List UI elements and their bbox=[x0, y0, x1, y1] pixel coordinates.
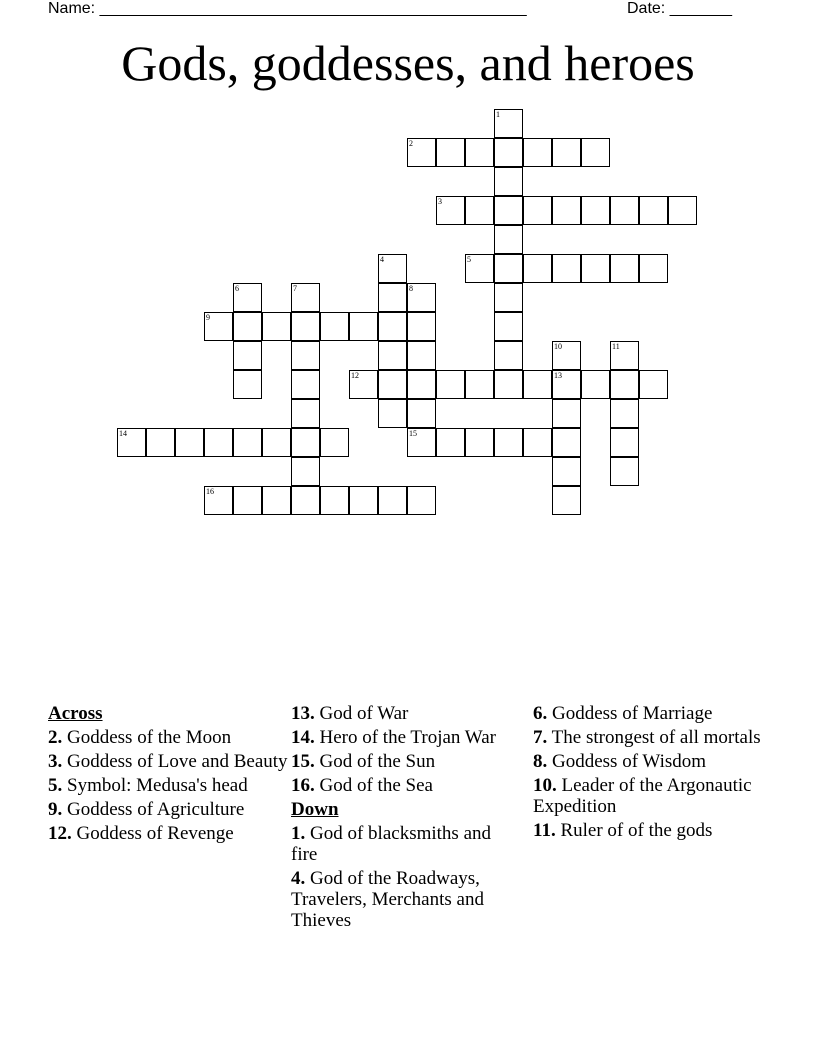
crossword-cell[interactable] bbox=[320, 428, 349, 457]
crossword-cell[interactable] bbox=[320, 486, 349, 515]
cell-number: 6 bbox=[235, 284, 239, 293]
clue-text: Goddess of Wisdom bbox=[552, 751, 707, 772]
crossword-cell[interactable] bbox=[552, 399, 581, 428]
crossword-cell[interactable] bbox=[233, 312, 262, 341]
crossword-cell[interactable] bbox=[407, 341, 436, 370]
clue-across-16 bbox=[291, 775, 516, 796]
cell-number: 12 bbox=[351, 371, 359, 380]
crossword-cell[interactable] bbox=[494, 370, 523, 399]
crossword-cell[interactable] bbox=[204, 312, 233, 341]
clue-text: Ruler of of the gods bbox=[560, 820, 713, 841]
across-heading: Across bbox=[48, 703, 103, 724]
clue-down-4 bbox=[291, 868, 516, 931]
crossword-cell[interactable] bbox=[349, 486, 378, 515]
clue-number: 5. bbox=[48, 775, 63, 796]
name-field-label: Name: ________________________________________________ bbox=[48, 0, 527, 17]
crossword-cell[interactable] bbox=[378, 283, 407, 312]
crossword-cell[interactable] bbox=[552, 457, 581, 486]
crossword-cell[interactable] bbox=[291, 370, 320, 399]
crossword-cell[interactable] bbox=[349, 370, 378, 399]
crossword-cell[interactable] bbox=[581, 196, 610, 225]
crossword-cell[interactable] bbox=[291, 312, 320, 341]
crossword-cell[interactable] bbox=[552, 196, 581, 225]
crossword-cell[interactable] bbox=[117, 428, 146, 457]
crossword-cell[interactable] bbox=[610, 428, 639, 457]
clue-down-10 bbox=[533, 775, 763, 817]
clue-text: Leader of the Argonautic Expedition bbox=[533, 775, 752, 817]
crossword-cell[interactable] bbox=[436, 370, 465, 399]
crossword-cell[interactable] bbox=[262, 312, 291, 341]
crossword-cell[interactable] bbox=[233, 428, 262, 457]
clue-number: 11. bbox=[533, 820, 556, 841]
crossword-cell[interactable] bbox=[494, 254, 523, 283]
clue-number: 8. bbox=[533, 751, 548, 772]
clue-across-9 bbox=[48, 799, 288, 820]
cell-number: 2 bbox=[409, 139, 413, 148]
crossword-cell[interactable] bbox=[552, 254, 581, 283]
clues-column-1 bbox=[48, 703, 288, 847]
cell-number: 1 bbox=[496, 110, 500, 119]
crossword-cell[interactable] bbox=[552, 138, 581, 167]
crossword-cell[interactable] bbox=[523, 254, 552, 283]
clue-number: 10. bbox=[533, 775, 557, 796]
clue-number: 4. bbox=[291, 868, 306, 889]
cell-number: 14 bbox=[119, 429, 127, 438]
cell-number: 10 bbox=[554, 342, 562, 351]
clue-text: Goddess of Love and Beauty bbox=[67, 751, 288, 772]
clue-text: God of the Roadways, Travelers, Merchants and Thieves bbox=[291, 868, 484, 931]
clue-text: Goddess of Agriculture bbox=[67, 799, 245, 820]
crossword-cell[interactable] bbox=[494, 283, 523, 312]
crossword-cell[interactable] bbox=[378, 254, 407, 283]
cell-number: 8 bbox=[409, 284, 413, 293]
crossword-cell[interactable] bbox=[407, 138, 436, 167]
date-field-label: Date: _______ bbox=[627, 0, 732, 17]
clue-number: 13. bbox=[291, 703, 315, 724]
crossword-cell[interactable] bbox=[581, 138, 610, 167]
crossword-cell[interactable] bbox=[610, 370, 639, 399]
crossword-cell[interactable] bbox=[523, 138, 552, 167]
crossword-cell[interactable] bbox=[494, 196, 523, 225]
clue-down-11 bbox=[533, 820, 763, 841]
crossword-cell[interactable] bbox=[494, 312, 523, 341]
crossword-cell[interactable] bbox=[349, 312, 378, 341]
clue-across-13 bbox=[291, 703, 516, 724]
crossword-cell[interactable] bbox=[436, 138, 465, 167]
crossword-cell[interactable] bbox=[233, 283, 262, 312]
clue-number: 14. bbox=[291, 727, 315, 748]
crossword-cell[interactable] bbox=[146, 428, 175, 457]
clue-across-5 bbox=[48, 775, 288, 796]
cell-number: 3 bbox=[438, 197, 442, 206]
clue-text: Goddess of Revenge bbox=[76, 823, 234, 844]
crossword-cell[interactable] bbox=[465, 138, 494, 167]
cell-number: 4 bbox=[380, 255, 384, 264]
crossword-cell[interactable] bbox=[610, 399, 639, 428]
crossword-cell[interactable] bbox=[668, 196, 697, 225]
cell-number: 5 bbox=[467, 255, 471, 264]
crossword-cell[interactable] bbox=[291, 486, 320, 515]
crossword-cell[interactable] bbox=[465, 428, 494, 457]
crossword-cell[interactable] bbox=[639, 254, 668, 283]
crossword-cell[interactable] bbox=[494, 138, 523, 167]
crossword-cell[interactable] bbox=[378, 312, 407, 341]
crossword-cell[interactable] bbox=[175, 428, 204, 457]
crossword-cell[interactable] bbox=[291, 428, 320, 457]
crossword-cell[interactable] bbox=[407, 399, 436, 428]
crossword-cell[interactable] bbox=[494, 428, 523, 457]
clue-number: 9. bbox=[48, 799, 63, 820]
crossword-cell[interactable] bbox=[465, 254, 494, 283]
crossword-cell[interactable] bbox=[552, 341, 581, 370]
down-heading: Down bbox=[291, 799, 339, 820]
crossword-cell[interactable] bbox=[610, 457, 639, 486]
crossword-cell[interactable] bbox=[581, 370, 610, 399]
crossword-cell[interactable] bbox=[465, 196, 494, 225]
crossword-cell[interactable] bbox=[494, 225, 523, 254]
crossword-cell[interactable] bbox=[204, 428, 233, 457]
crossword-cell[interactable] bbox=[494, 109, 523, 138]
clue-across-2 bbox=[48, 727, 288, 748]
crossword-cell[interactable] bbox=[291, 399, 320, 428]
clue-number: 16. bbox=[291, 775, 315, 796]
crossword-cell[interactable] bbox=[610, 341, 639, 370]
crossword-cell[interactable] bbox=[204, 486, 233, 515]
crossword-cell[interactable] bbox=[436, 428, 465, 457]
clue-text: Symbol: Medusa's head bbox=[67, 775, 248, 796]
clue-text: The strongest of all mortals bbox=[551, 727, 761, 748]
clue-text: God of blacksmiths and fire bbox=[291, 823, 492, 865]
clue-number: 15. bbox=[291, 751, 315, 772]
clue-down-1 bbox=[291, 823, 516, 865]
crossword-cell[interactable] bbox=[407, 283, 436, 312]
clue-text: God of the Sun bbox=[319, 751, 436, 772]
crossword-cell[interactable] bbox=[610, 254, 639, 283]
clue-down-8 bbox=[533, 751, 763, 772]
crossword-cell[interactable] bbox=[494, 341, 523, 370]
crossword-cell[interactable] bbox=[407, 370, 436, 399]
crossword-cell[interactable] bbox=[378, 341, 407, 370]
crossword-cell[interactable] bbox=[233, 341, 262, 370]
crossword-cell[interactable] bbox=[581, 254, 610, 283]
clue-number: 1. bbox=[291, 823, 306, 844]
crossword-cell[interactable] bbox=[407, 428, 436, 457]
crossword-cell[interactable] bbox=[291, 283, 320, 312]
cell-number: 9 bbox=[206, 313, 210, 322]
crossword-cell[interactable] bbox=[407, 312, 436, 341]
crossword-cell[interactable] bbox=[378, 399, 407, 428]
crossword-cell[interactable] bbox=[233, 370, 262, 399]
cell-number: 16 bbox=[206, 487, 214, 496]
crossword-cell[interactable] bbox=[407, 486, 436, 515]
cell-number: 15 bbox=[409, 429, 417, 438]
clue-across-15 bbox=[291, 751, 516, 772]
cell-number: 11 bbox=[612, 342, 620, 351]
cell-number: 7 bbox=[293, 284, 297, 293]
page-title: Gods, goddesses, and heroes bbox=[121, 35, 695, 91]
crossword-cell[interactable] bbox=[436, 196, 465, 225]
crossword-cell[interactable] bbox=[639, 196, 668, 225]
clue-across-14 bbox=[291, 727, 516, 748]
crossword-cell[interactable] bbox=[378, 370, 407, 399]
clue-across-12 bbox=[48, 823, 288, 844]
crossword-cell[interactable] bbox=[262, 428, 291, 457]
crossword-cell[interactable] bbox=[610, 196, 639, 225]
clue-number: 12. bbox=[48, 823, 72, 844]
crossword-cell[interactable] bbox=[378, 486, 407, 515]
clue-number: 2. bbox=[48, 727, 63, 748]
crossword-cell[interactable] bbox=[523, 196, 552, 225]
crossword-cell[interactable] bbox=[494, 167, 523, 196]
clues-column-2 bbox=[291, 703, 516, 934]
clue-text: Hero of the Trojan War bbox=[319, 727, 496, 748]
clue-down-7 bbox=[533, 727, 763, 748]
crossword-cell[interactable] bbox=[639, 370, 668, 399]
crossword-cell[interactable] bbox=[291, 457, 320, 486]
clue-text: Goddess of the Moon bbox=[67, 727, 232, 748]
crossword-cell[interactable] bbox=[262, 486, 291, 515]
crossword-cell[interactable] bbox=[552, 428, 581, 457]
cell-number: 13 bbox=[554, 371, 562, 380]
clues-column-3 bbox=[533, 703, 763, 844]
crossword-cell[interactable] bbox=[552, 370, 581, 399]
clue-text: God of War bbox=[319, 703, 409, 724]
crossword-cell[interactable] bbox=[465, 370, 494, 399]
clue-across-3 bbox=[48, 751, 288, 772]
clue-text: Goddess of Marriage bbox=[552, 703, 713, 724]
clue-number: 6. bbox=[533, 703, 548, 724]
crossword-cell[interactable] bbox=[552, 486, 581, 515]
crossword-cell[interactable] bbox=[233, 486, 262, 515]
crossword-cell[interactable] bbox=[320, 312, 349, 341]
crossword-cell[interactable] bbox=[523, 370, 552, 399]
clue-text: God of the Sea bbox=[319, 775, 433, 796]
clue-number: 7. bbox=[533, 727, 548, 748]
clue-number: 3. bbox=[48, 751, 63, 772]
crossword-cell[interactable] bbox=[523, 428, 552, 457]
crossword-cell[interactable] bbox=[291, 341, 320, 370]
clue-down-6 bbox=[533, 703, 763, 724]
